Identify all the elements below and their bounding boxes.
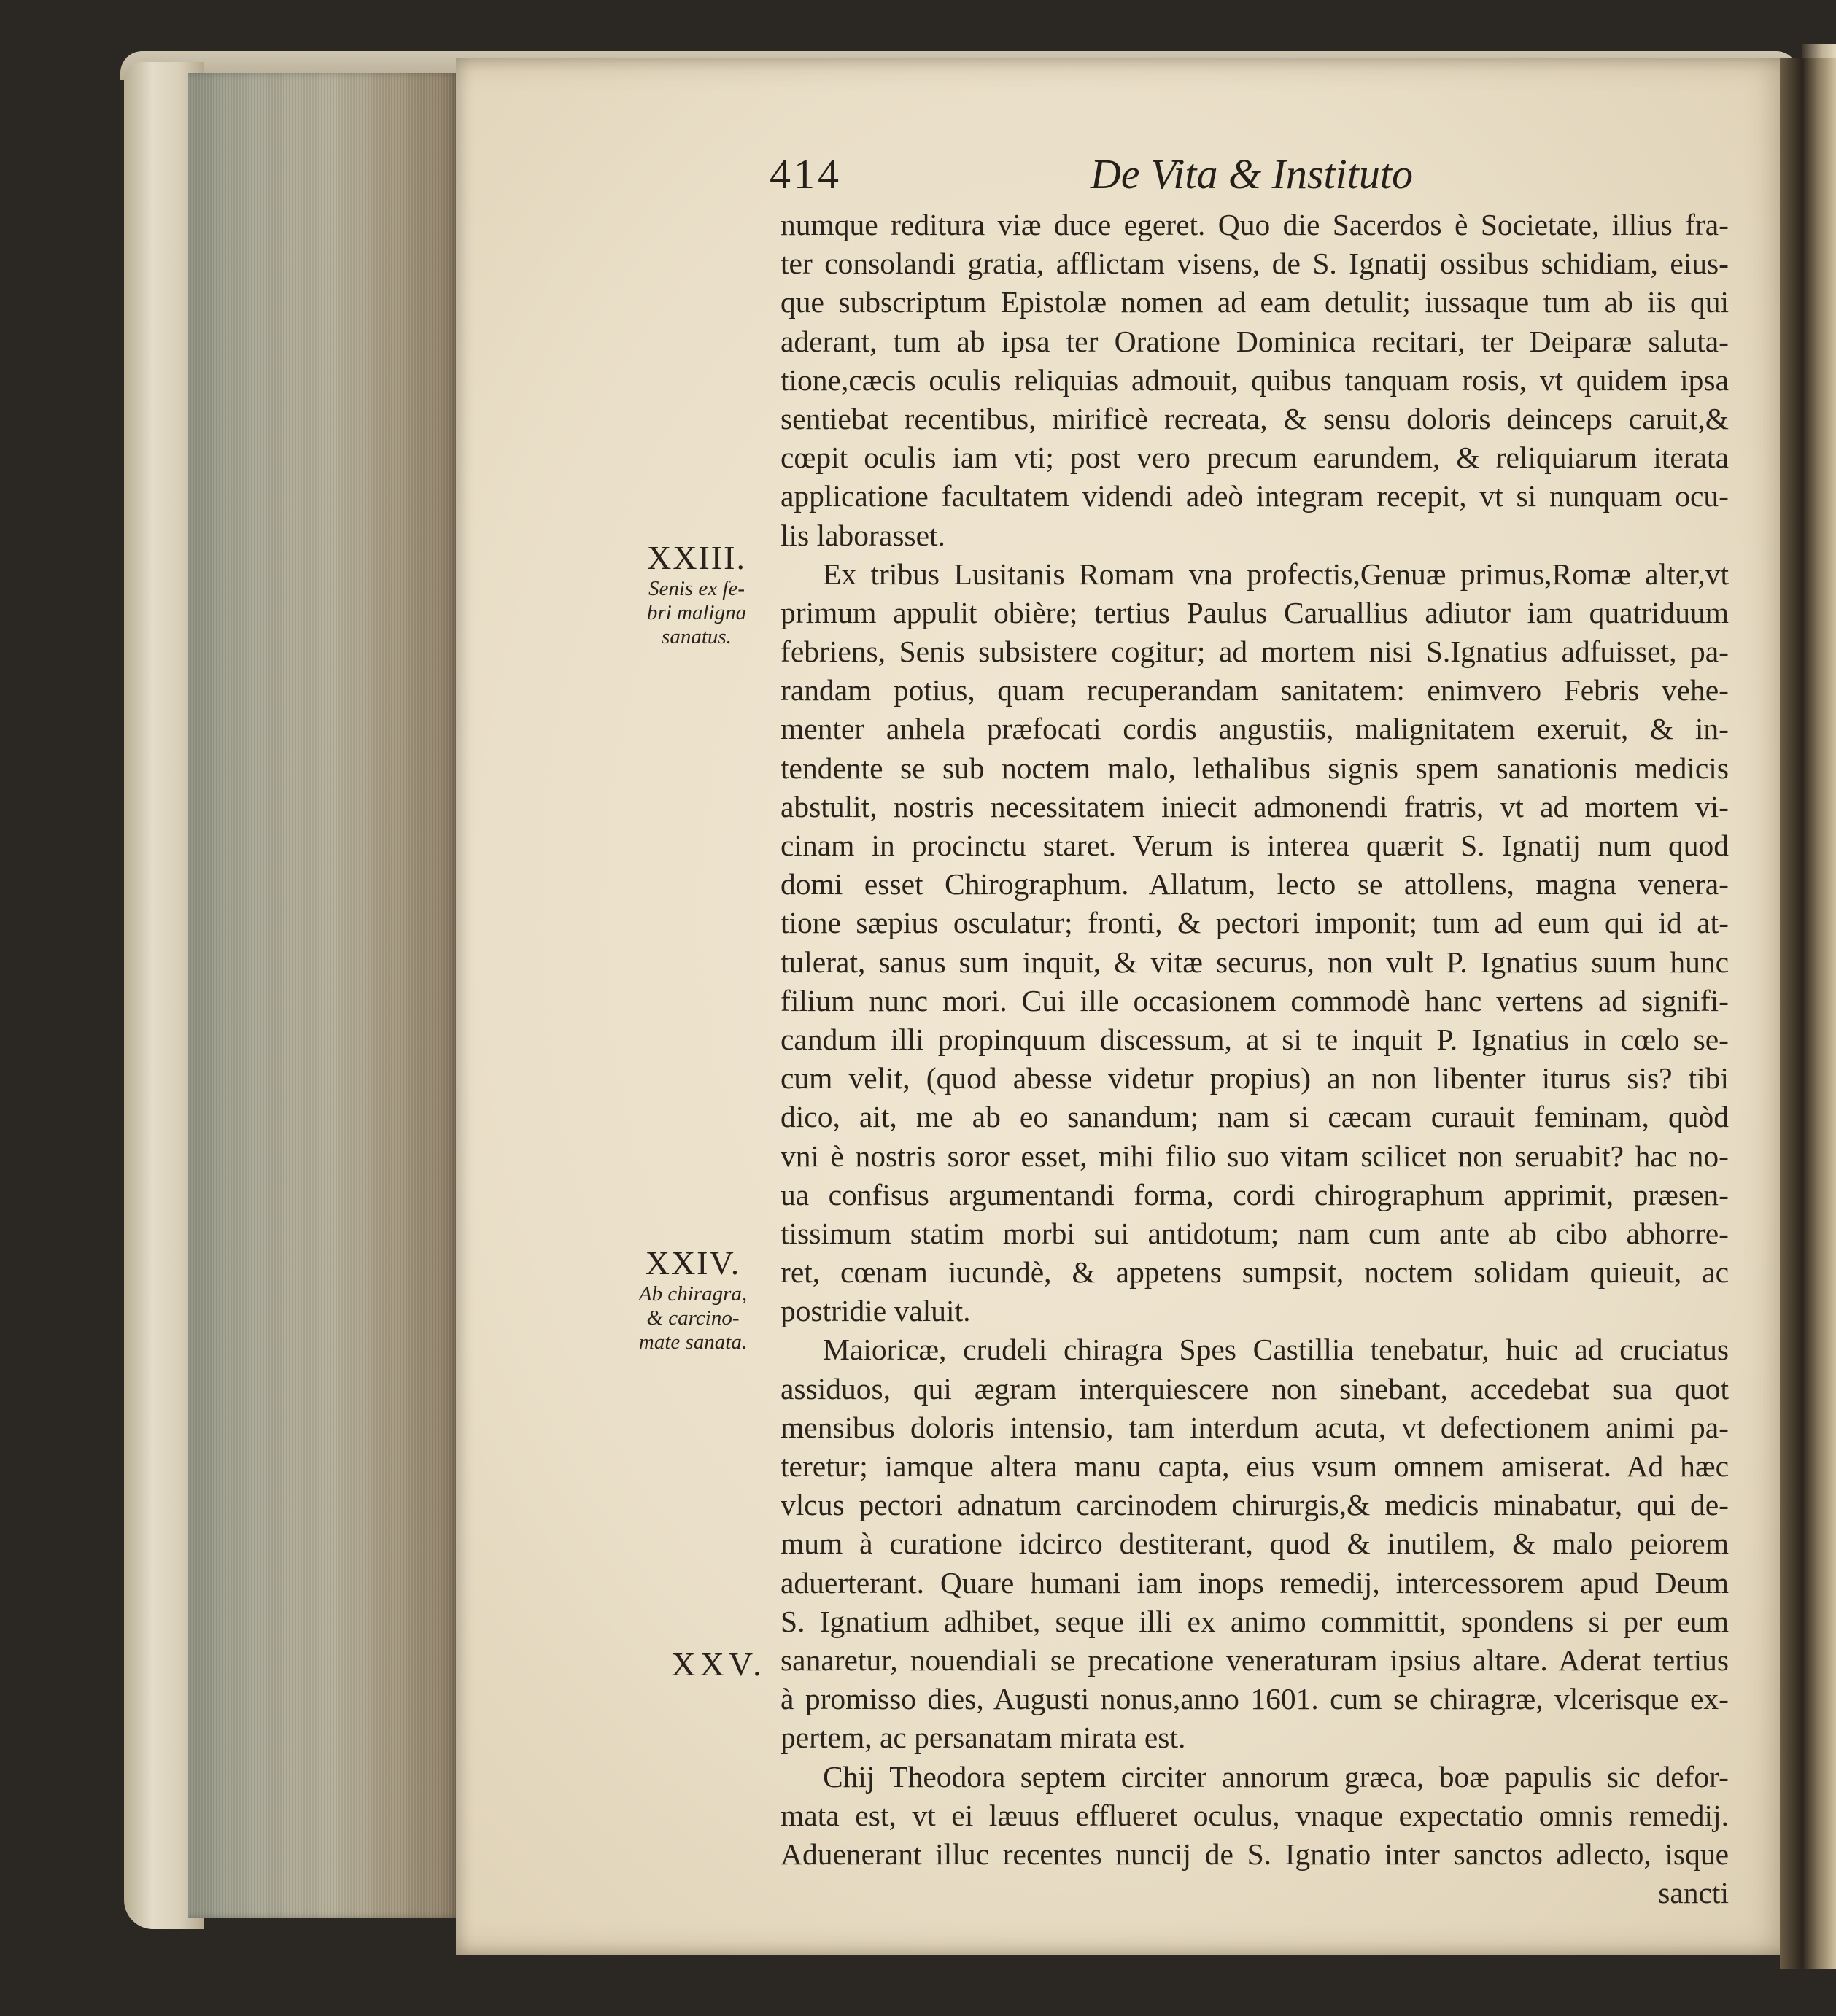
text-line: febriens, Senis subsistere cogitur; ad mortem nisi S.Ignatius adfuisset, pa-: [781, 635, 1729, 669]
text-line: candum illi propinquum discessum, at si te inquit P. Ignatius in cœlo se-: [781, 1022, 1729, 1056]
margin-note-line: mate sanata.: [638, 1330, 748, 1354]
text-line: mum à curatione idcirco destiterant, quod & inutilem, & malo peiorem: [781, 1527, 1729, 1561]
margin-note-xxv: [660, 1645, 777, 1683]
text-line: Ex tribus Lusitanis Romam vna profectis,Genuæ primus,Romæ alter,vt: [823, 557, 1729, 591]
text-line: Chij Theodora septem circiter annorum græca, boæ papulis sic defor-: [823, 1759, 1729, 1794]
text-line: Maioricæ, crudeli chiragra Spes Castillia tenebatur, huic ad cruciatus: [823, 1333, 1729, 1367]
text-line: primum appulit obière; tertius Paulus Caruallius adiutor iam quatriduum: [781, 595, 1729, 629]
text-line: que subscriptum Epistolæ nomen ad eam detulit; iussaque tum ab iis qui: [781, 285, 1729, 319]
text-line: tione sæpius osculatur; fronti, & pectori imponit; tum ad eum qui id at-: [781, 906, 1729, 940]
text-line: teretur; iamque altera manu capta, eius vsum omnem amiserat. Ad hæc: [781, 1449, 1729, 1483]
text-line: mensibus doloris intensio, tam interdum acuta, vt defectionem animi pa-: [781, 1410, 1729, 1444]
margin-note-line: Senis ex fe-: [648, 577, 745, 600]
margin-note-number: XXIII.: [647, 539, 746, 576]
text-line: à promisso dies, Augusti nonus,anno 1601. cum se chiragræ, vlcerisque ex-: [781, 1682, 1729, 1716]
text-line: ret, cœnam iucundè, & appetens sumpsit, noctem solidam quieuit, ac: [781, 1255, 1729, 1290]
text-line: domi esset Chirographum. Allatum, lecto se attollens, magna venera-: [781, 867, 1729, 902]
text-line: pertem, ac persanatam mirata est.: [781, 1721, 1186, 1755]
text-line: S. Ignatium adhibet, seque illi ex animo committit, spondens si per eum: [781, 1604, 1729, 1638]
margin-note-number: XXV.: [671, 1645, 766, 1683]
margin-note-line: & carcino-: [646, 1306, 740, 1330]
text-line: assiduos, qui ægram interquiescere non sinebant, accedebat sua quot: [781, 1371, 1729, 1406]
page-header: [770, 142, 1736, 201]
running-title: De Vita & Instituto: [1091, 150, 1413, 198]
text-line: aduerterant. Quare humani iam inops remedij, intercessorem apud Deum: [781, 1565, 1729, 1600]
text-line: randam potius, quam recuperandam sanitatem: enimvero Febris vehe-: [781, 673, 1729, 707]
text-line: ter consolandi gratia, afflictam visens, de S. Ignatij ossibus schidiam, eius-: [781, 247, 1729, 281]
margin-note-number: XXIV.: [645, 1244, 741, 1282]
text-line: aderant, tum ab ipsa ter Oratione Dominica recitari, ter Deiparæ saluta-: [781, 324, 1729, 358]
text-line: cum velit, (quod abesse videtur propius) an non libenter iturus sis? tibi: [781, 1061, 1729, 1096]
text-line: abstulit, nostris necessitatem iniecit admonendi fratris, vt ad mortem vi-: [781, 789, 1729, 823]
text-line: Aduenerant illuc recentes nuncij de S. Ignatio inter sanctos adlecto, isque: [781, 1837, 1729, 1871]
text-line: ua confisus argumentandi forma, cordi chirographum apprimit, præsen-: [781, 1177, 1729, 1211]
body-text: [781, 206, 1729, 1912]
text-line: vlcus pectori adnatum carcinodem chirurgis,& medicis minabatur, qui de-: [781, 1488, 1729, 1522]
text-line: cœpit oculis iam vti; post vero precum earundem, & reliquiarum iterata: [781, 441, 1729, 475]
text-line: vni è nostris soror esset, mihi filio suo vitam scilicet non seruabit? hac no-: [781, 1139, 1729, 1173]
margin-note-line: sanatus.: [662, 625, 732, 648]
gutter-shadow: [1780, 58, 1836, 1969]
text-line: numque reditura viæ duce egeret. Quo die Sacerdos è Societate, illius fra-: [781, 208, 1729, 241]
text-line: cinam in procinctu staret. Verum is interea quærit S. Ignatij num quod: [781, 829, 1729, 862]
margin-note-xxiii: [624, 538, 770, 649]
margin-note-xxiv: [609, 1244, 777, 1354]
text-line: dico, ait, me ab eo sanandum; nam si cæcam curauit feminam, quòd: [781, 1100, 1729, 1134]
page-number: 414: [770, 150, 842, 198]
margin-note-line: Ab chiragra,: [638, 1282, 748, 1306]
text-line: mata est, vt ei læuus efflueret oculus, vnaque expectatio omnis remedij.: [781, 1798, 1729, 1832]
text-line: sanaretur, nouendiali se precatione veneraturam ipsius altare. Aderat tertius: [781, 1643, 1729, 1677]
text-line: tendente se sub noctem malo, lethalibus signis spem sanationis medicis: [781, 751, 1729, 785]
text-line: lis laborasset.: [781, 518, 945, 552]
text-line: tulerat, sanus sum inquit, & vitæ securus, non vult P. Ignatius suum hunc: [781, 945, 1729, 979]
text-line: postridie valuit.: [781, 1294, 971, 1328]
text-line: sentiebat recentibus, mirificè recreata, & sensu doloris deinceps caruit,&: [781, 401, 1729, 435]
margin-note-line: bri maligna: [646, 601, 747, 624]
text-line: tione,cæcis oculis reliquias admouit, quibus tanquam rosis, vt quidem ipsa: [781, 363, 1729, 397]
catchword: sancti: [1658, 1876, 1729, 1910]
page-edges: [188, 73, 458, 1918]
text-line: tissimum statim morbi sui antidotum; nam cum ante ab cibo abhorre-: [781, 1216, 1729, 1250]
text-line: filium nunc mori. Cui ille occasionem commodè hanc vertens ad signifi-: [781, 983, 1729, 1017]
text-line: menter anhela præfocati cordis angustiis, malignitatem exeruit, & in-: [781, 712, 1729, 746]
text-line: applicatione facultatem videndi adeò integram recepit, vt si nunquam ocu-: [781, 479, 1729, 513]
